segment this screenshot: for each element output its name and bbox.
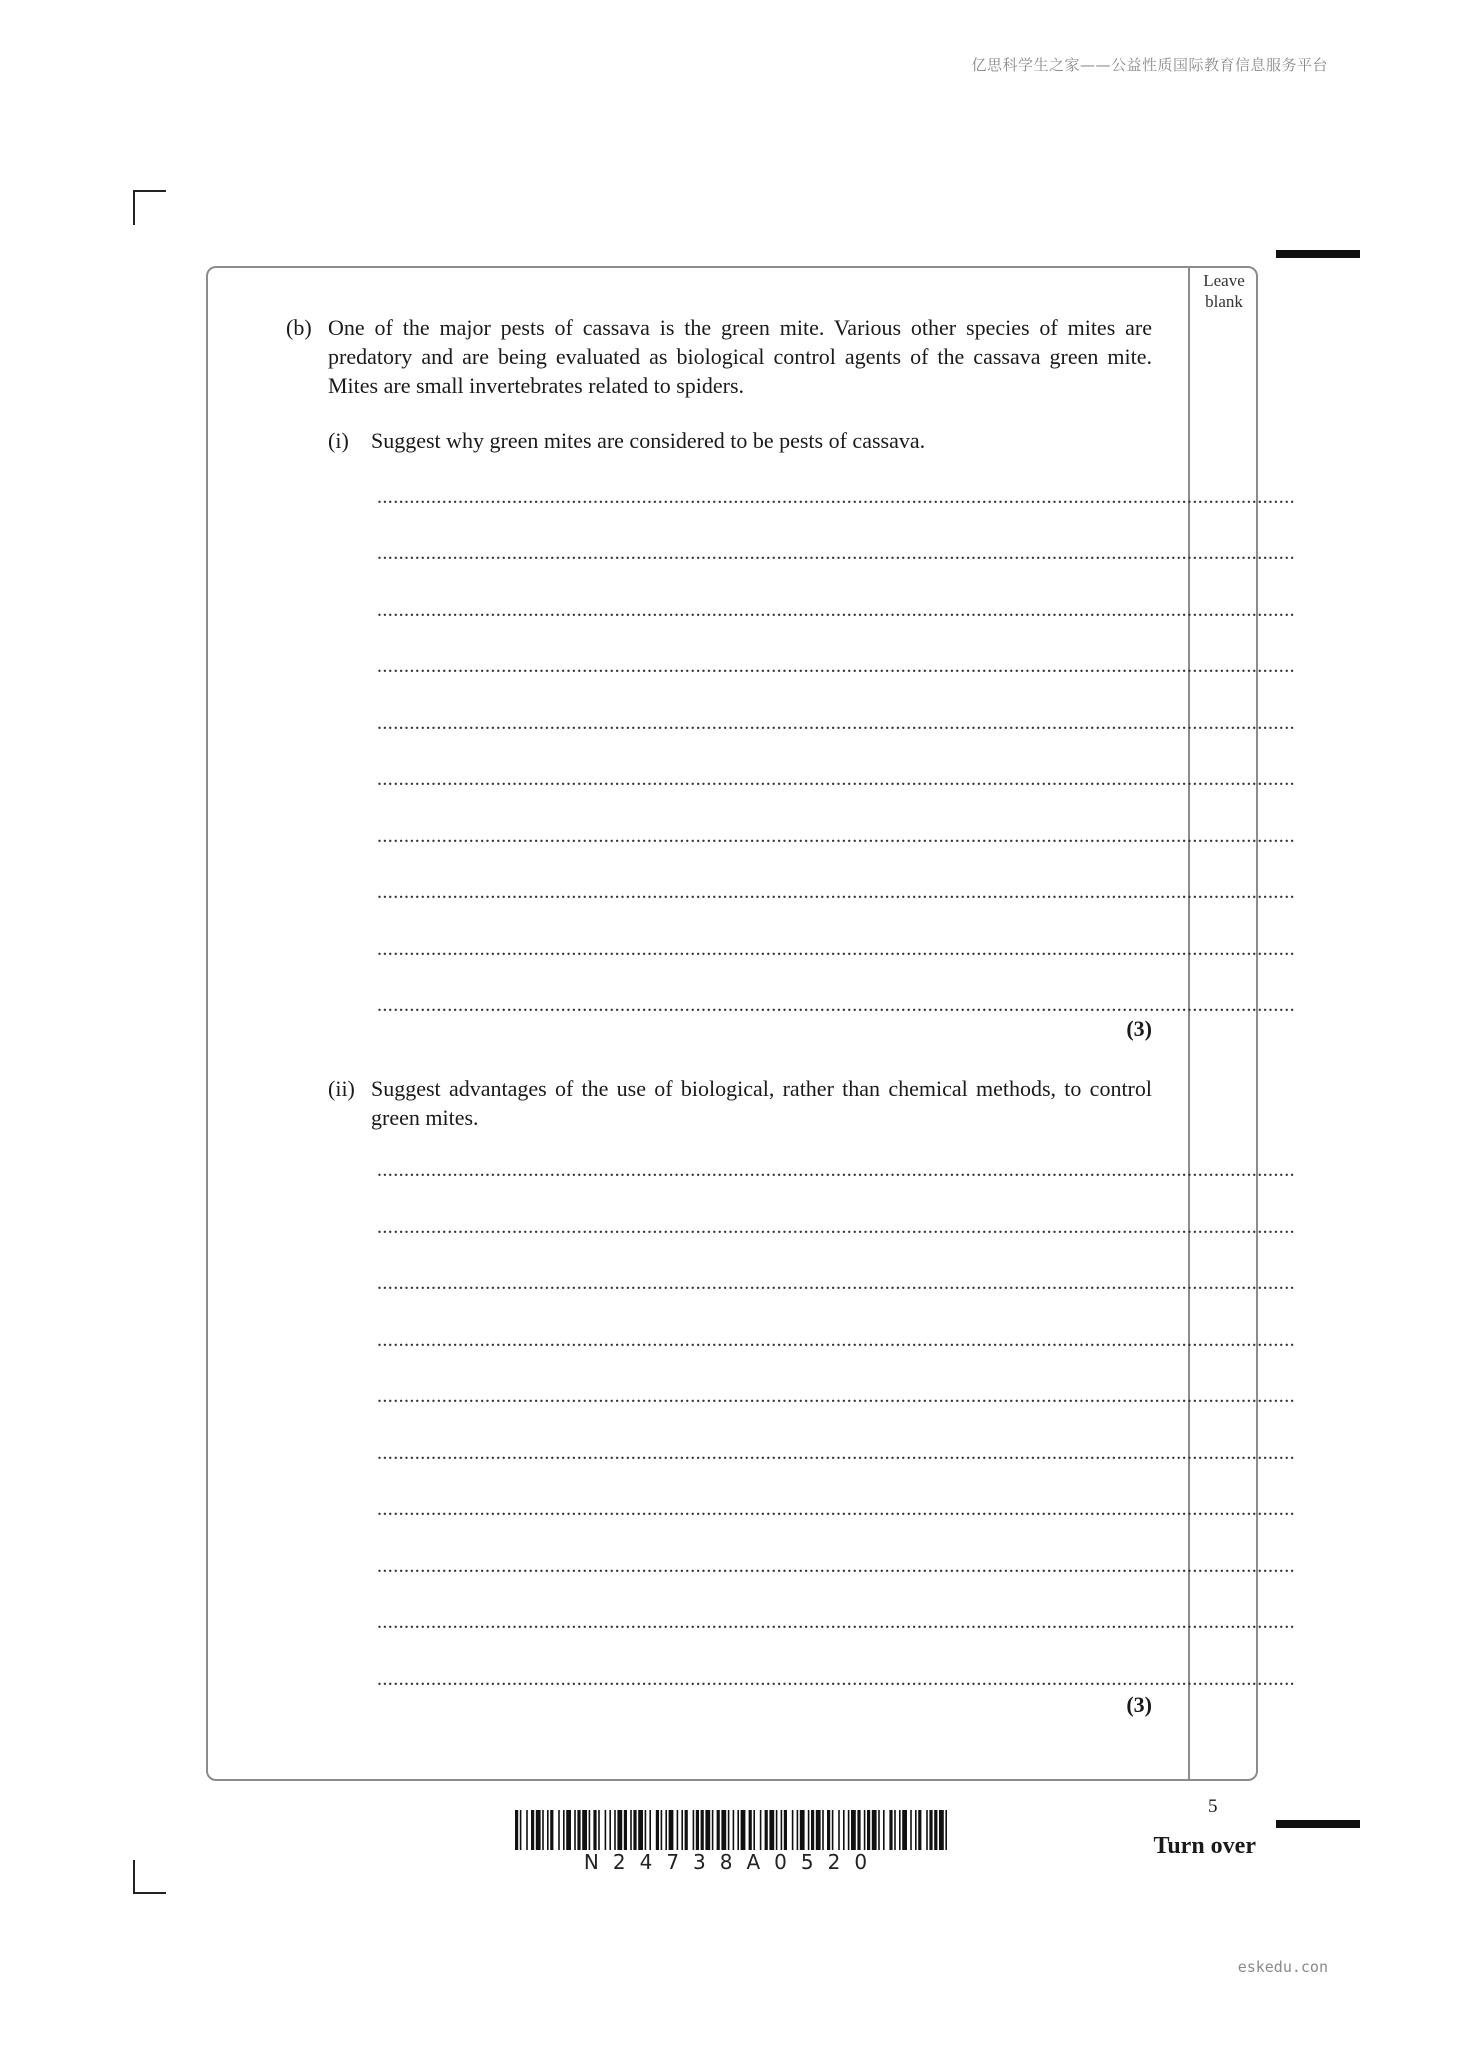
answer-line-i-4[interactable]: .......................................................................................................................................................................... bbox=[377, 655, 1295, 677]
barcode-bar bbox=[902, 1810, 907, 1850]
margin-bar-bottom bbox=[1276, 1820, 1360, 1828]
barcode-bar bbox=[918, 1810, 921, 1850]
barcode-bar bbox=[769, 1810, 774, 1850]
barcode-bar bbox=[792, 1810, 794, 1850]
answer-line-ii-2[interactable]: .......................................................................................................................................................................... bbox=[377, 1216, 1295, 1238]
barcode-bar bbox=[574, 1810, 576, 1850]
header-watermark: 亿思科学生之家——公益性质国际教育信息服务平台 bbox=[971, 56, 1328, 74]
barcode-bar bbox=[681, 1810, 683, 1850]
part-i-text: Suggest why green mites are considered to be pests of cassava. bbox=[371, 428, 926, 453]
answer-line-ii-10[interactable]: .......................................................................................................................................................................... bbox=[377, 1668, 1295, 1690]
barcode-bar bbox=[926, 1810, 928, 1850]
barcode-bar bbox=[889, 1810, 892, 1850]
barcode-bar bbox=[765, 1810, 768, 1850]
crop-mark-top-horizontal bbox=[133, 190, 166, 192]
barcode-bar bbox=[910, 1810, 912, 1850]
barcode-bar bbox=[878, 1810, 880, 1850]
barcode-bar bbox=[843, 1810, 845, 1850]
barcode-bar bbox=[617, 1810, 622, 1850]
barcode-bar bbox=[661, 1810, 663, 1850]
barcode-bar bbox=[749, 1810, 752, 1850]
answer-line-ii-7[interactable]: .......................................................................................................................................................................... bbox=[377, 1498, 1295, 1520]
barcode-bar bbox=[547, 1810, 549, 1850]
barcode-bar bbox=[753, 1810, 755, 1850]
barcode-bar bbox=[864, 1810, 866, 1850]
answer-line-ii-3[interactable]: .......................................................................................................................................................................... bbox=[377, 1272, 1295, 1294]
barcode-bar bbox=[526, 1810, 528, 1850]
barcode-bar bbox=[776, 1810, 778, 1850]
barcode-bar bbox=[624, 1810, 627, 1850]
barcode-bar bbox=[577, 1810, 580, 1850]
barcode-bar bbox=[929, 1810, 932, 1850]
part-i-label: (i) bbox=[328, 428, 349, 453]
barcode-bar bbox=[883, 1810, 885, 1850]
barcode-bar bbox=[811, 1810, 814, 1850]
answer-line-i-5[interactable]: .......................................................................................................................................................................... bbox=[377, 712, 1295, 734]
part-ii-text: Suggest advantages of the use of biological, rather than chemical methods, to control green mites. bbox=[371, 1076, 1152, 1130]
barcode-bar bbox=[808, 1810, 810, 1850]
margin-bar-top bbox=[1276, 250, 1360, 258]
barcode-bar bbox=[728, 1810, 730, 1850]
barcode-bar bbox=[733, 1810, 735, 1850]
question-b-label: (b) bbox=[286, 315, 312, 340]
page-number: 5 bbox=[1208, 1796, 1218, 1817]
barcode-bar bbox=[693, 1810, 695, 1850]
barcode-bar bbox=[717, 1810, 720, 1850]
barcode-bar bbox=[633, 1810, 636, 1850]
barcode-bar bbox=[550, 1810, 553, 1850]
barcode-bar bbox=[781, 1810, 783, 1850]
answer-line-i-6[interactable]: .......................................................................................................................................................................... bbox=[377, 768, 1295, 790]
barcode-bar bbox=[832, 1810, 834, 1850]
barcode-bar bbox=[737, 1810, 739, 1850]
barcode-bar bbox=[945, 1810, 947, 1850]
answer-line-i-9[interactable]: .......................................................................................................................................................................... bbox=[377, 938, 1295, 960]
barcode-bar bbox=[589, 1810, 591, 1850]
barcode-bar bbox=[857, 1810, 860, 1850]
barcode-bar bbox=[712, 1810, 714, 1850]
barcode-bar bbox=[563, 1810, 565, 1850]
question-b-text: One of the major pests of cassava is the green mite. Various other species of mites are predatory and are being evaluated as biological control agents of the cassava green mite. Mites are small invertebrates related to spiders. bbox=[328, 315, 1152, 398]
barcode-bar bbox=[721, 1810, 726, 1850]
answer-line-i-8[interactable]: .......................................................................................................................................................................... bbox=[377, 881, 1295, 903]
barcode-bar bbox=[915, 1810, 917, 1850]
barcode-bar bbox=[685, 1810, 688, 1850]
barcode-bar bbox=[614, 1810, 616, 1850]
part-ii-label: (ii) bbox=[328, 1076, 355, 1101]
barcode-bar bbox=[656, 1810, 659, 1850]
part-i-marks: (3) bbox=[1126, 1016, 1152, 1041]
barcode-bar bbox=[531, 1810, 534, 1850]
barcode-bar bbox=[542, 1810, 544, 1850]
barcode-bar bbox=[520, 1810, 522, 1850]
answer-line-ii-8[interactable]: .......................................................................................................................................................................... bbox=[377, 1555, 1295, 1577]
barcode-bar bbox=[867, 1810, 870, 1850]
barcode-bar bbox=[558, 1810, 560, 1850]
barcode-bar bbox=[515, 1810, 518, 1850]
barcode-bar bbox=[645, 1810, 647, 1850]
barcode-bar bbox=[605, 1810, 607, 1850]
barcode-number: N24738A0520 bbox=[583, 1850, 882, 1874]
barcode-bar bbox=[784, 1810, 787, 1850]
barcode-bar bbox=[848, 1810, 850, 1850]
answer-line-i-1[interactable]: .......................................................................................................................................................................... bbox=[377, 486, 1295, 508]
answer-line-ii-1[interactable]: .......................................................................................................................................................................... bbox=[377, 1159, 1295, 1181]
barcode-bar bbox=[822, 1810, 824, 1850]
barcode-bar bbox=[696, 1810, 699, 1850]
crop-mark-bottom-vertical bbox=[133, 1860, 135, 1894]
answer-line-i-7[interactable]: .......................................................................................................................................................................... bbox=[377, 825, 1295, 847]
barcode-bar bbox=[649, 1810, 651, 1850]
answer-line-i-2[interactable]: .......................................................................................................................................................................... bbox=[377, 542, 1295, 564]
barcode-bar bbox=[934, 1810, 937, 1850]
barcode-bar bbox=[851, 1810, 856, 1850]
barcode-bar bbox=[939, 1810, 944, 1850]
barcode-bar bbox=[827, 1810, 830, 1850]
barcode-bar bbox=[701, 1810, 704, 1850]
barcode-bar bbox=[638, 1810, 643, 1850]
answer-line-ii-5[interactable]: .......................................................................................................................................................................... bbox=[377, 1385, 1295, 1407]
barcode-bar bbox=[536, 1810, 541, 1850]
answer-line-ii-9[interactable]: .......................................................................................................................................................................... bbox=[377, 1611, 1295, 1633]
answer-line-ii-6[interactable]: .......................................................................................................................................................................... bbox=[377, 1442, 1295, 1464]
barcode-bar bbox=[677, 1810, 679, 1850]
barcode-bar bbox=[582, 1810, 587, 1850]
barcode-bar bbox=[899, 1810, 901, 1850]
barcode-bar bbox=[872, 1810, 877, 1850]
barcode-bar bbox=[598, 1810, 600, 1850]
barcode-bar bbox=[894, 1810, 896, 1850]
crop-mark-bottom-horizontal bbox=[133, 1892, 166, 1894]
barcode-bar bbox=[669, 1810, 674, 1850]
barcode-bar bbox=[705, 1810, 710, 1850]
crop-mark-top-vertical bbox=[133, 190, 135, 225]
barcode-bar bbox=[630, 1810, 632, 1850]
barcode-bar bbox=[741, 1810, 746, 1850]
barcode-bar bbox=[800, 1810, 805, 1850]
answer-line-i-3[interactable]: .......................................................................................................................................................................... bbox=[377, 599, 1295, 621]
answer-line-i-10[interactable]: .......................................................................................................................................................................... bbox=[377, 994, 1295, 1016]
leave-blank-label: Leave blank bbox=[1203, 271, 1245, 311]
part-ii-marks: (3) bbox=[1126, 1692, 1152, 1717]
barcode-bar bbox=[593, 1810, 596, 1850]
barcode-bar bbox=[816, 1810, 821, 1850]
barcode-bar bbox=[838, 1810, 840, 1850]
barcode-bar bbox=[665, 1810, 667, 1850]
barcode bbox=[515, 1810, 950, 1850]
barcode-bar bbox=[609, 1810, 611, 1850]
turn-over-label: Turn over bbox=[1153, 1833, 1256, 1859]
barcode-bar bbox=[566, 1810, 571, 1850]
answer-line-ii-4[interactable]: .......................................................................................................................................................................... bbox=[377, 1329, 1295, 1351]
barcode-bar bbox=[760, 1810, 762, 1850]
footer-watermark: eskedu.con bbox=[1237, 1958, 1328, 1976]
barcode-bar bbox=[797, 1810, 799, 1850]
